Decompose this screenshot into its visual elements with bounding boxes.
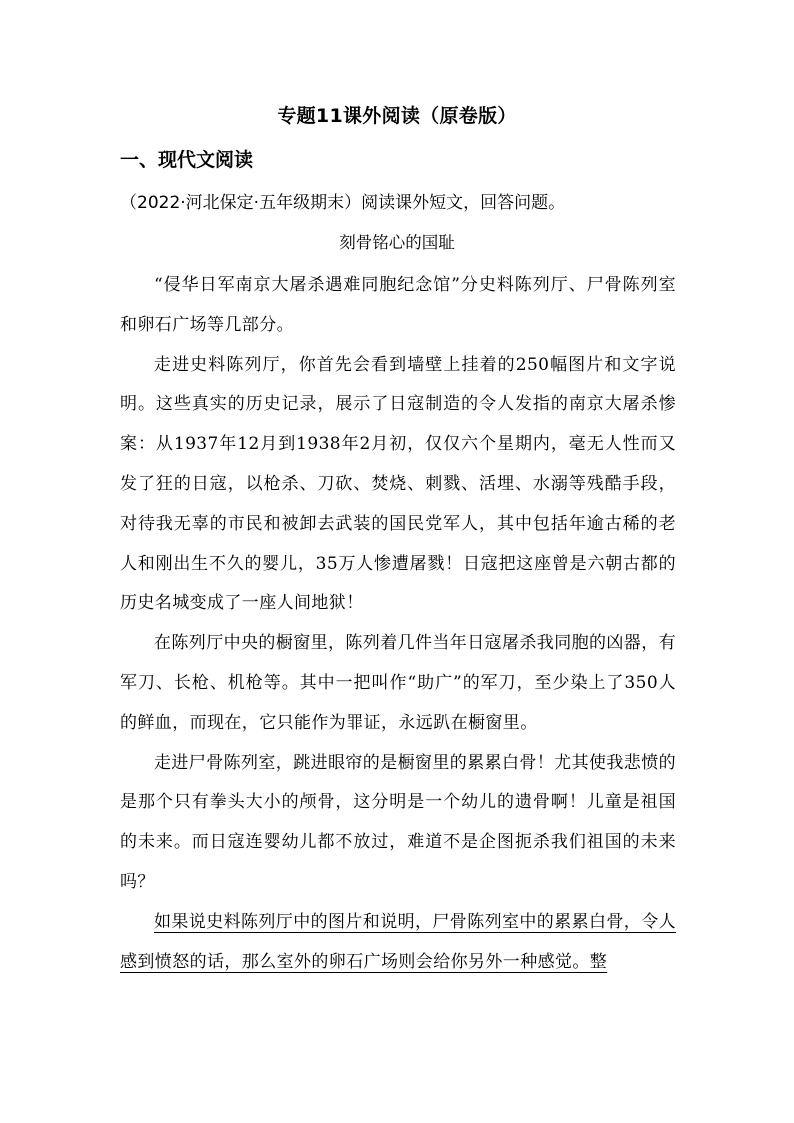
document-title: 专题11课外阅读（原卷版）: [277, 105, 517, 127]
paragraph-3: 在陈列厅中央的橱窗里，陈列着几件当年日寇屠杀我同胞的凶器，有军刀、长枪、机枪等。其中一把叫作“助广”的军刀，至少染上了350人的鲜血，而现在，它只能作为罪证，永远趴在橱窗里。: [120, 633, 676, 733]
section-heading: 一、现代文阅读: [120, 149, 254, 171]
paragraph-2: 走进史料陈列厅，你首先会看到墙壁上挂着的250幅图片和文字说明。这些真实的历史记录，展示了日寇制造的令人发指的南京大屠杀惨案：从1937年12月到1938年2月初，仅仅六个星期内，毫无人性而又发了狂的日寇，以枪杀、刀砍、焚烧、刺戮、活埋、水溺等残酷手段，对待我无辜的市民和被卸去武装的国民党军人，其中包括年逾古稀的老人和刚出生不久的婴儿，35万人惨遭屠戮！日寇把这座曾是六朝古都的历史名城变成了一座人间地狱！: [120, 354, 676, 614]
article-body: [120, 266, 676, 982]
paragraph-4: 走进尸骨陈列室，跳进眼帘的是橱窗里的累累白骨！尤其使我悲愤的是那个只有拳头大小的颅骨，这分明是一个幼儿的遗骨啊！儿童是祖国的未来。而日寇连婴幼儿都不放过，难道不是企图扼杀我们祖国的未来吗？: [120, 752, 676, 892]
underlined-passage: 如果说史料陈列厅中的图片和说明，尸骨陈列室中的累累白骨，令人感到愤怒的话，那么室外的卵石广场则会给你另外一种感觉。整: [120, 911, 676, 972]
paragraph-1: “侵华日军南京大屠杀遇难同胞纪念馆”分史料陈列厅、尸骨陈列室和卵石广场等几部分。: [120, 275, 676, 335]
article-title: 刻骨铭心的国耻: [339, 233, 455, 252]
question-source-line: （2022·河北保定·五年级期末）阅读课外短文，回答问题。: [120, 193, 566, 213]
paragraph-5-underlined: [120, 903, 676, 983]
